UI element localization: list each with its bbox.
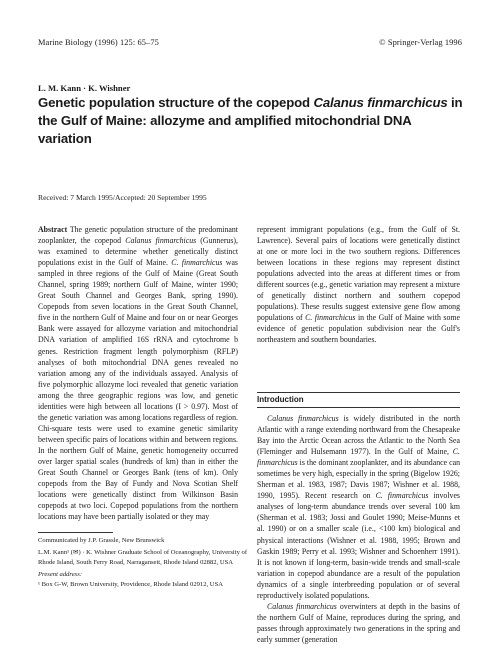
abstract-text: represent immigrant populations (e.g., from the Gulf of St. Lawrence). Several pairs of locations were genetically distinct at one or more loci in the two southern regions. Differences between locations in these regions may represent distinct populations advected into the areas at different times or from different sources (e.g., genetic variation may represent a mixture of genetically distinct northern and southern copepod populations). These results suggest extensive gene flow among populations of	[257, 225, 460, 323]
abstract-text: was sampled in three regions of the Gulf of Maine (Great South Channel, spring 1989; northern Gulf of Maine, winter 1990; Great South Channel and Georges Bank, spring 1990). Copepods from seven locations in the Great South Channel, five in the northern Gulf of Maine and four on or near Georges Bank were assayed for allozyme variation and mitochondrial DNA variation of amplified 16S rRNA and cytochrome b genes. Restriction fragment length polymorphism (RFLP) analyses of both mitochondrial DNA genes revealed no variation among any of the individuals assayed. Analysis of five polymorphic allozyme loci revealed that genetic variation among the three geographic regions was low, and genetic identities were high between all locations (I > 0.97). Most of the genetic variation was among locations regardless of region. Chi-square tests were used to examine genetic similarity between specific pairs of locations within and between regions. In the northern Gulf of Maine, genetic homogeneity occurred over larger spatial scales (hundreds of km) than in either the Great South Channel or Georges Bank (tens of km). Only copepods from the Bay of Fundy and Nova Scotian Shelf locations were genetically distinct from Wilkinson Basin copepods at two loci. Copepod populations from the northern locations may have been partially isolated or they may	[38, 258, 238, 522]
abstract-label: Abstract	[38, 225, 68, 234]
present-address	[38, 570, 248, 589]
intro-paragraph	[257, 601, 460, 645]
section-rule	[257, 392, 460, 393]
abstract-paragraph-continued	[257, 224, 460, 346]
title-text-1: Genetic population structure of the copepod	[38, 95, 314, 110]
abstract-text: in the Gulf of Maine with some evidence of genetic population subdivision near the Gulf's northeastern and southern boundaries.	[257, 313, 460, 345]
species-name: C. finmarchicus	[305, 313, 356, 323]
author-line: L. M. Kann · K. Wishner	[38, 83, 131, 93]
present-address-label: Present address:	[38, 571, 83, 579]
species-name: C. finmarchicus	[375, 491, 429, 501]
abstract-paragraph	[38, 224, 238, 522]
section-heading-introduction: Introduction	[257, 395, 304, 404]
intro-text: is widely distributed in the north Atlantic with a range extending northward from the Chesapeake Bay into the Arctic Ocean across the Atlantic to the North Sea (Fleminger and Hulsemann 1977). In the Gulf of Maine,	[257, 414, 461, 457]
abstract-continued	[257, 224, 460, 346]
species-name: Calanus finmarchicus	[125, 236, 197, 246]
species-name: Calanus finmarchicus	[267, 601, 337, 611]
abstract-text: (Gunnerus), was examined to determine whether genetically distinct populations exist in the Gulf of Maine.	[38, 236, 238, 268]
author-affiliation: L.M. Kann¹ (✉) · K. Wishner Graduate School of Oceanography, University of Rhode Island, South Ferry Road, Narragansett, Rhode Island 02882, USA	[38, 549, 248, 566]
species-name: C. finmarchicus	[257, 447, 460, 468]
title-species: Calanus finmarchicus	[313, 95, 448, 110]
intro-paragraph	[257, 413, 460, 601]
title-text-2: in the Gulf of Maine: allozyme and amplified mitochondrial DNA variation	[38, 95, 463, 146]
section-rule	[257, 407, 460, 408]
copyright-notice: © Springer-Verlag 1996	[379, 38, 462, 47]
introduction-body	[257, 413, 460, 645]
species-name: Calanus finmarchicus	[267, 414, 339, 423]
species-name: C. finmarchicus	[171, 258, 223, 268]
journal-citation: Marine Biology (1996) 125: 65–75	[38, 38, 159, 47]
received-accepted-dates: Received: 7 March 1995/Accepted: 20 September 1995	[38, 193, 207, 202]
abstract-column	[38, 224, 238, 522]
communicated-by: Communicated by J.P. Grassle, New Brunswick	[38, 537, 165, 544]
abstract-text: The genetic population structure of the predominant zooplankter, the copepod	[38, 225, 238, 246]
footnote-divider	[38, 532, 113, 533]
intro-text: overwinters at depth in the basins of the northern Gulf of Maine, reproduces during the spring, and passes through approximately two generations in the spring and early summer (generation	[257, 601, 461, 644]
article-title	[38, 94, 464, 148]
footnotes	[38, 536, 248, 592]
intro-text: involves analyses of long-term abundance trends over several 100 km (Sherman et al. 1983; Jossi and Goulet 1990; Meise-Munns et al. 1990) or on a smaller scale (i.e., <100 km) biological and physical interactions (Wishner et al. 1988, 1995; Brown and Gaskin 1989; Perry et al. 1993; Wishner and Schoenherr 1991). It is not known if long-term, basin-wide trends and small-scale variation in copepod abundance are a result of the population dynamics of a single interbreeding population or of several reproductively isolated populations.	[257, 491, 460, 600]
present-address-text: ¹ Box G-W, Brown University, Providence, Rhode Island 02912, USA	[38, 580, 223, 588]
intro-text: is the dominant zooplankter, and its abundance can sometimes be very high, especially in the spring (Bigelow 1926; Sherman et al. 1983, 1987; Davis 1987; Wishner et al. 1988, 1990, 1995). Recent research on	[257, 458, 460, 501]
